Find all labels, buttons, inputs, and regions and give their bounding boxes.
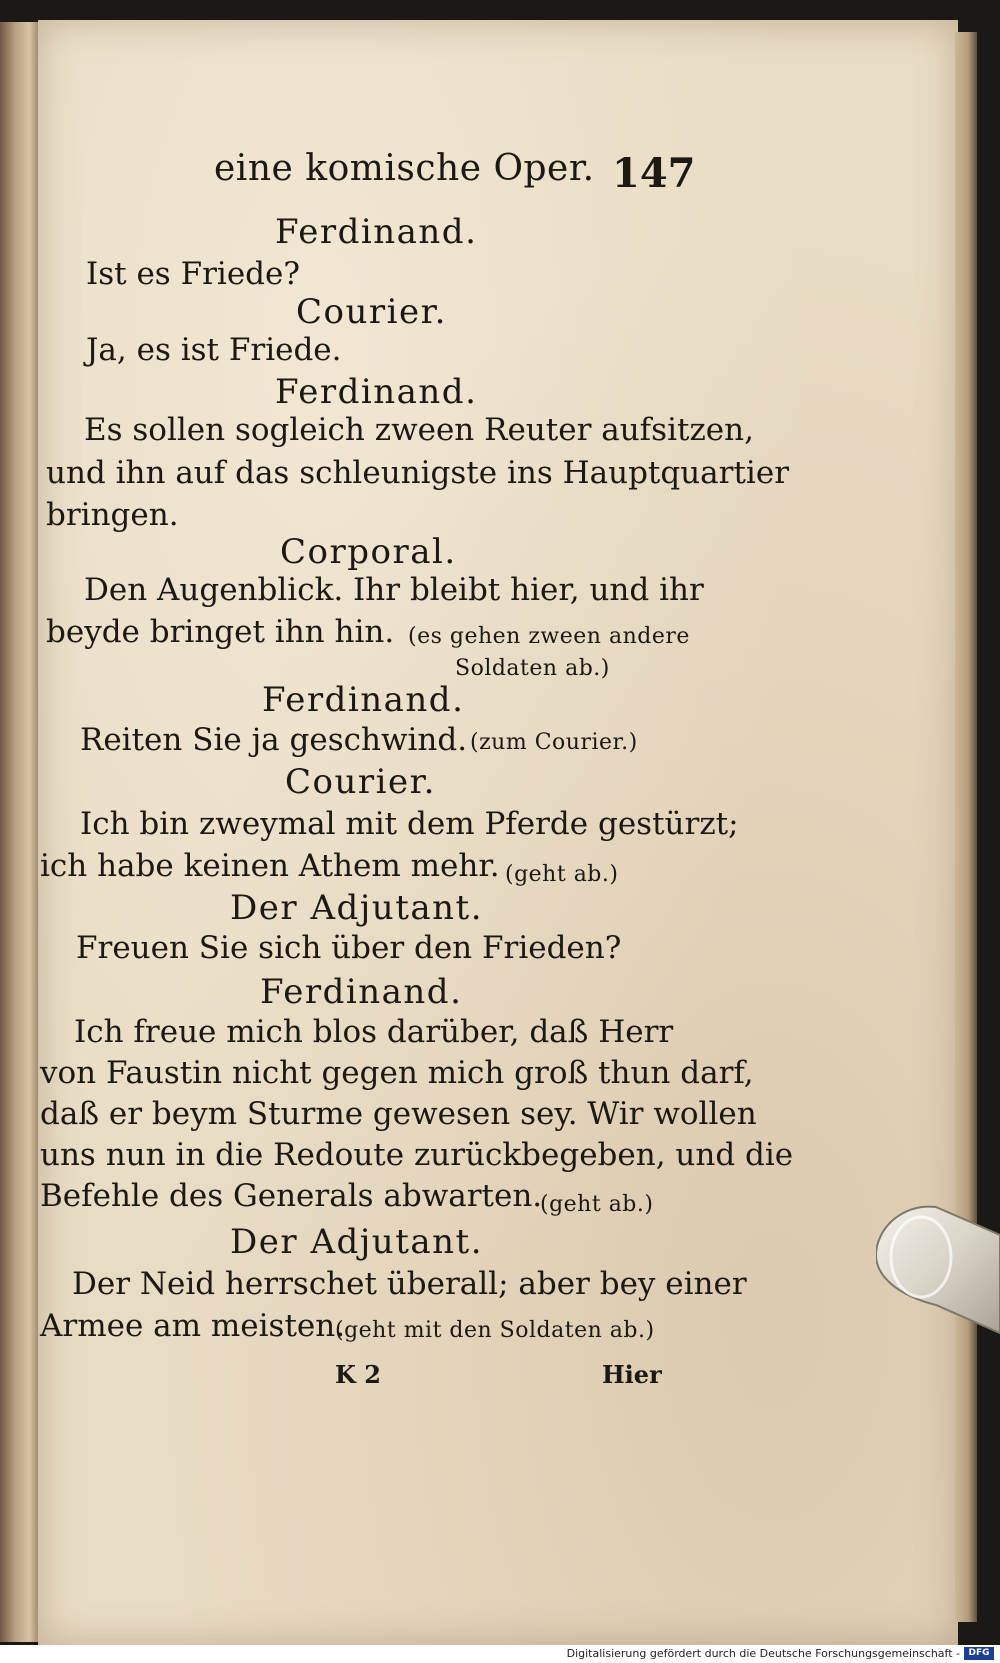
stage-direction: (geht ab.) (505, 862, 619, 887)
stage-direction: (geht ab.) (540, 1192, 654, 1217)
page-clip (876, 1205, 1000, 1335)
speaker-heading: Corporal. (280, 532, 457, 572)
dialogue-line: bringen. (46, 497, 179, 533)
speaker-heading: Der Adjutant. (230, 888, 484, 928)
dialogue-line: beyde bringet ihn hin. (46, 614, 395, 650)
speaker-heading: Ferdinand. (262, 680, 465, 720)
speaker-heading: Ferdinand. (260, 972, 463, 1012)
speaker-heading: Courier. (296, 292, 447, 332)
page-number: 147 (612, 150, 696, 197)
dialogue-line: Den Augenblick. Ihr bleibt hier, und ihr (84, 572, 704, 608)
book-spine-edge (0, 22, 42, 1642)
dialogue-line: Freuen Sie sich über den Frieden? (76, 930, 622, 966)
stage-direction: Soldaten ab.) (455, 656, 610, 681)
catchword: Hier (602, 1360, 662, 1389)
speaker-heading: Ferdinand. (275, 212, 478, 252)
credit-text: Digitalisierung gefördert durch die Deutsche Forschungsgemeinschaft - (566, 1647, 960, 1660)
running-title: eine komische Oper. (214, 148, 595, 189)
dialogue-line: Ist es Friede? (86, 256, 300, 292)
dialogue-line: ich habe keinen Athem mehr. (40, 848, 500, 884)
dialogue-line: Armee am meisten. (40, 1308, 346, 1344)
dialogue-line: Es sollen sogleich zween Reuter aufsitzen, (84, 412, 754, 448)
dialogue-line: uns nun in die Redoute zurückbegeben, und die (40, 1137, 794, 1173)
stage-direction: (geht mit den Soldaten ab.) (335, 1318, 655, 1343)
dialogue-line: daß er beym Sturme gewesen sey. Wir wollen (40, 1096, 757, 1132)
speaker-heading: Courier. (285, 762, 436, 802)
dialogue-line: Befehle des Generals abwarten. (40, 1178, 543, 1214)
dialogue-line: von Faustin nicht gegen mich groß thun darf, (40, 1055, 754, 1091)
dialogue-line: Ja, es ist Friede. (86, 332, 342, 368)
speaker-heading: Der Adjutant. (230, 1222, 484, 1262)
stage-direction: (es gehen zween andere (408, 624, 690, 649)
signature-mark: K 2 (335, 1360, 381, 1389)
dialogue-line: Der Neid herrschet überall; aber bey einer (72, 1266, 747, 1302)
dfg-logo: DFG (964, 1647, 994, 1660)
dialogue-line: Ich bin zweymal mit dem Pferde gestürzt; (80, 806, 739, 842)
page-stack-edge (955, 32, 977, 1622)
dialogue-line: und ihn auf das schleunigste ins Hauptquartier (46, 455, 790, 491)
dialogue-line: Ich freue mich blos darüber, daß Herr (74, 1014, 674, 1050)
dialogue-line: Reiten Sie ja geschwind. (80, 722, 468, 758)
speaker-heading: Ferdinand. (275, 372, 478, 412)
stage-direction: (zum Courier.) (470, 730, 638, 755)
